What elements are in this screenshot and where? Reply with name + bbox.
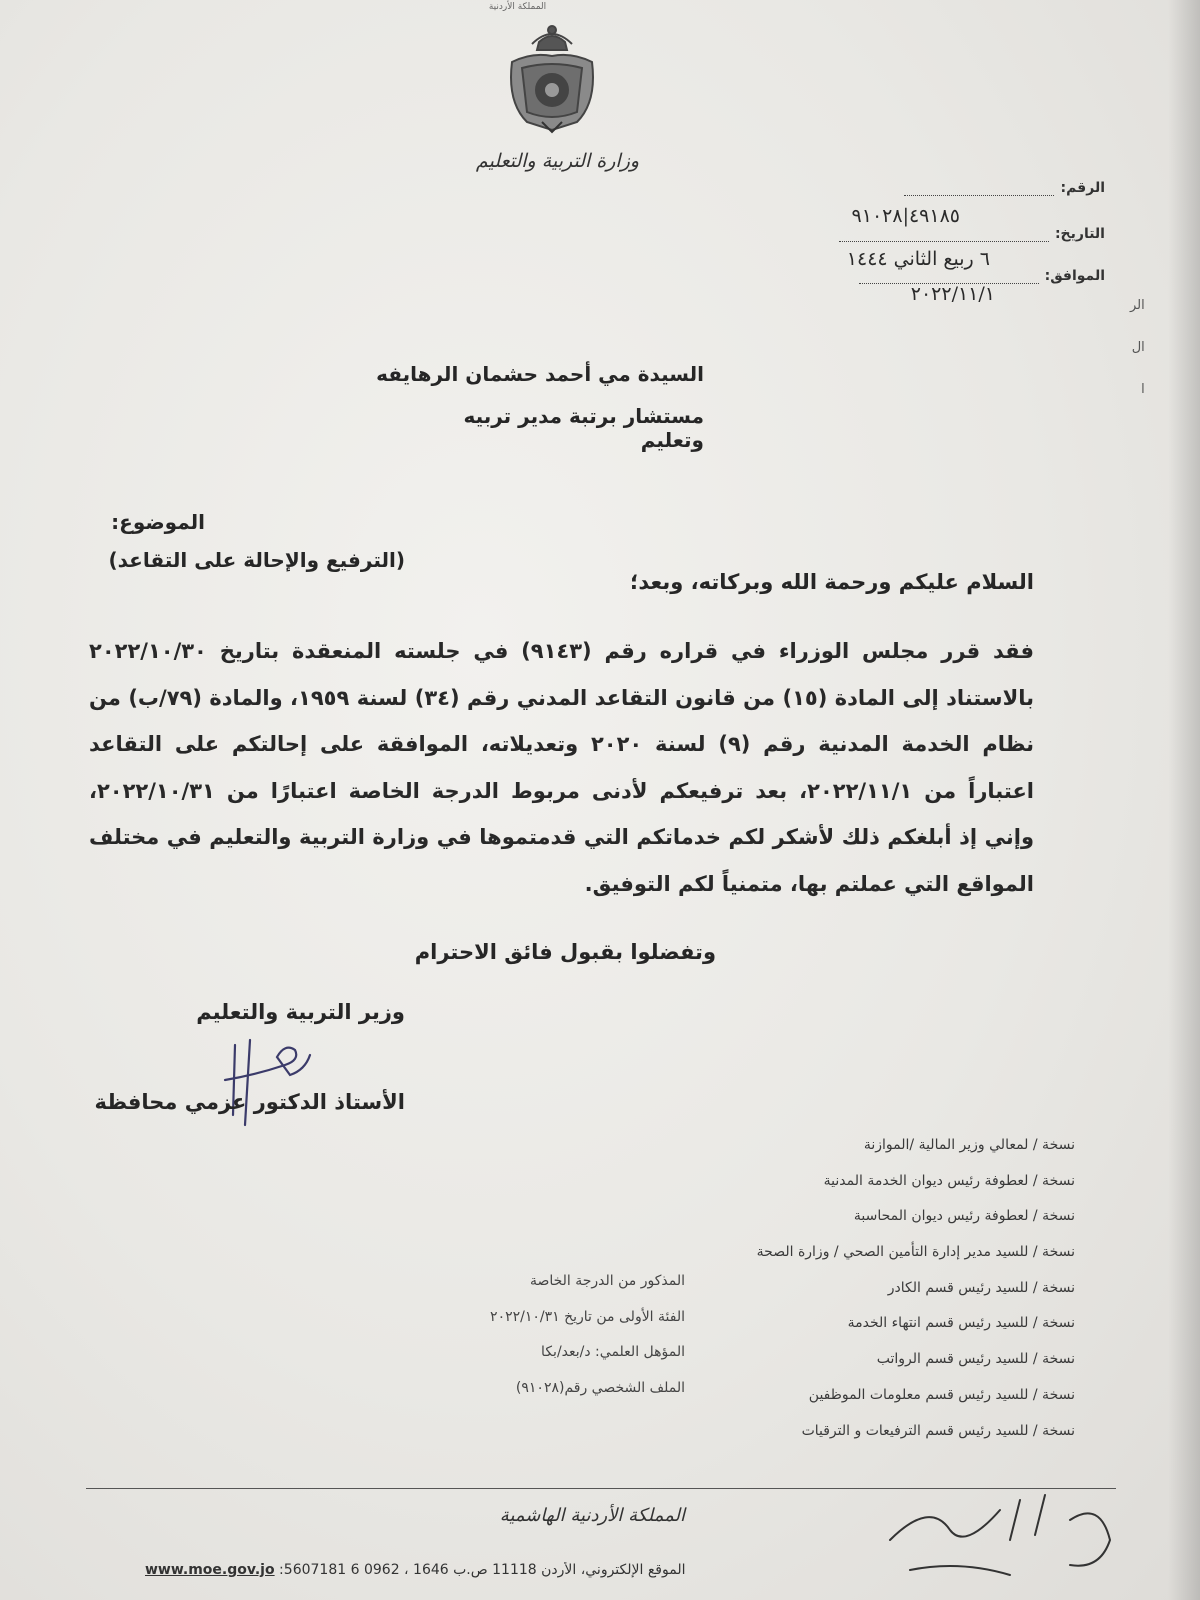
subject-label: الموضوع: <box>111 510 205 534</box>
notes-block <box>385 1264 685 1406</box>
footer-contact <box>145 1562 945 1578</box>
cc-item: نسخة / للسيد رئيس قسم الرواتب <box>876 1351 1075 1368</box>
corresponding-date-label: الموافق: <box>1044 268 1105 284</box>
edge-mark: ا <box>1141 382 1145 397</box>
letterhead-scrawl: المملكة الأردنية <box>488 2 547 12</box>
dotted-line <box>839 241 1049 242</box>
dotted-line <box>904 195 1054 196</box>
jordan-crest-icon <box>497 22 607 134</box>
recipient-title-line1: مستشار برتبة مدير تربيه <box>463 404 704 428</box>
cc-item: نسخة / للسيد مدير إدارة التأمين الصحي / وزارة الصحة <box>756 1244 1075 1261</box>
cc-item: نسخة / للسيد رئيس قسم الترفيعات و الترقيات <box>801 1422 1075 1439</box>
corresponding-date-value: ٢٠٢٢/١١/١ <box>910 283 995 305</box>
edge-marks <box>1130 285 1145 411</box>
subject-value: (الترفيع والإحالة على التقاعد) <box>108 548 405 572</box>
recipient-title-line2: وتعليم <box>640 428 704 452</box>
website-link[interactable]: www.moe.gov.jo <box>145 1562 275 1578</box>
recipient-name: السيدة مي أحمد حشمان الرهايفه <box>376 362 704 386</box>
cc-list <box>655 1128 1075 1449</box>
edge-mark: الر <box>1130 298 1145 313</box>
footer-contact-rest: :الموقع الإلكتروني، الأردن 11118 ص.ب 1646 ، 0962 6 5607181 <box>274 1562 686 1578</box>
closing-phrase: وتفضلوا بقبول فائق الاحترام <box>414 940 716 964</box>
ministry-name: وزارة التربية والتعليم <box>475 150 640 172</box>
note-line: المؤهل العلمي: د/بعد/بكا <box>541 1344 685 1360</box>
cc-item: نسخة / للسيد رئيس قسم الكادر <box>887 1279 1075 1296</box>
corresponding-date-row <box>859 268 1105 284</box>
cc-item: نسخة / لمعالي وزير المالية /الموازنة <box>863 1137 1075 1153</box>
reference-number-value: ٤٩١٨٥|٩١٠٢٨ <box>851 205 960 227</box>
note-line: الملف الشخصي رقم(٩١٠٢٨) <box>515 1379 685 1396</box>
cc-item: نسخة / للسيد رئيس قسم انتهاء الخدمة <box>847 1315 1075 1332</box>
minister-title: وزير التربية والتعليم <box>196 1000 405 1024</box>
reference-number-row <box>904 180 1105 196</box>
note-line: الفئة الأولى من تاريخ ٢٠٢٢/١٠/٣١ <box>490 1308 685 1325</box>
date-row <box>839 226 1105 242</box>
footer-kingdom-name: المملكة الأردنية الهاشمية <box>499 1505 685 1526</box>
letter-body: فقد قرر مجلس الوزراء في قراره رقم (٩١٤٣) في جلسته المنعقدة بتاريخ ٢٠٢٢/١٠/٣٠ بالاستناد إلى المادة (١٥) من قانون التقاعد المدني رقم (٣٤) لسنة ١٩٥٩، والمادة (٧٩/ب) من نظام الخدمة المدنية رقم (٩) لسنة ٢٠٢٠ وتعديلاته، الموافقة على إحالتكم على التقاعد اعتباراً من ٢٠٢٢/١١/١، بعد ترفيعكم لأدنى مربوط الدرجة الخاصة اعتبارًا من ٢٠٢٢/١٠/٣١، وإني إذ أبلغكم ذلك لأشكر لكم خدماتكم التي قدمتموها في وزارة التربية والتعليم في مختلف المواقع التي عملتم بها، متمنياً لكم التوفيق. <box>89 639 1034 896</box>
greeting: السلام عليكم ورحمة الله وبركاته، وبعد؛ <box>629 570 1034 594</box>
footer-divider <box>86 1488 1116 1489</box>
signature <box>215 1035 325 1130</box>
reference-number-label: الرقم: <box>1060 180 1105 196</box>
date-value: ٦ ربيع الثاني ١٤٤٤ <box>846 248 990 270</box>
page-shadow <box>1168 0 1200 1600</box>
cc-item: نسخة / لعطوفة رئيس ديوان المحاسبة <box>853 1208 1075 1225</box>
edge-mark: ال <box>1131 340 1145 355</box>
cc-item: نسخة / لعطوفة رئيس ديوان الخدمة المدنية <box>823 1172 1075 1189</box>
minister-name: الأستاذ الدكتور عزمي محافظة <box>94 1090 405 1114</box>
date-label: التاريخ: <box>1054 226 1105 242</box>
note-line: المذكور من الدرجة الخاصة <box>529 1273 685 1289</box>
cc-item: نسخة / للسيد رئيس قسم معلومات الموظفين <box>808 1386 1075 1403</box>
